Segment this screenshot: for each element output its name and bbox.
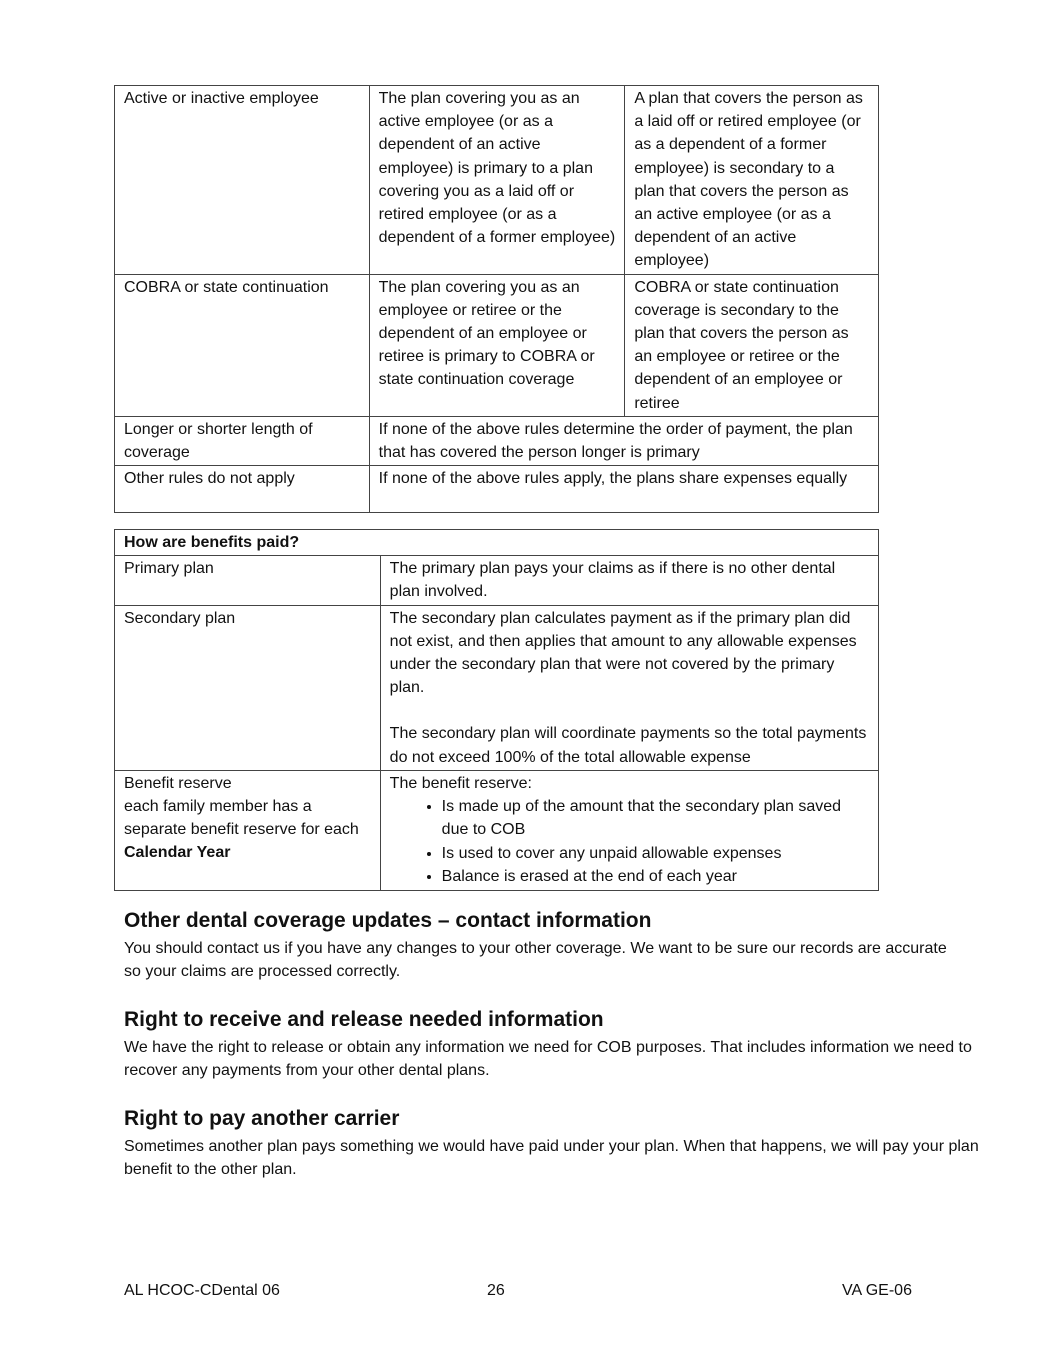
footer-state-code: VA GE-06 xyxy=(842,1282,912,1299)
primary-rule-cell: The plan covering you as an employee or retiree or the dependent of an employee or retiree is primary to COBRA or state continuation coverage xyxy=(369,274,625,416)
calendar-year-term: Calendar Year xyxy=(124,844,231,862)
list-item: • Balance is erased at the end of each year xyxy=(442,865,869,888)
secondary-rule-cell: A plan that covers the person as a laid off or retired employee (or as a dependent of a former employee) is secondary to a plan that covers the person as an active employee (or as a dependent of an active employee) xyxy=(625,86,879,275)
table-row xyxy=(115,274,879,416)
section-text-release-info: We have the right to release or obtain any information we need for COB purposes. That includes information we need to recover any payments from your other dental plans. xyxy=(124,1039,972,1079)
row-sublabel-text: each family member has a separate benefit reserve for each xyxy=(124,798,359,839)
reserve-bullet-list xyxy=(390,795,869,889)
table-header: How are benefits paid? xyxy=(115,530,879,556)
merged-rule-cell: If none of the above rules apply, the plans share expenses equally xyxy=(369,466,878,513)
cob-rules-table xyxy=(114,85,879,513)
table-row xyxy=(115,556,879,605)
paragraph-gap xyxy=(390,699,869,722)
list-item: • Is made up of the amount that the secondary plan saved due to COB xyxy=(442,795,869,842)
footer-form-code: AL HCOC-CDental 06 xyxy=(124,1282,280,1299)
row-label: Secondary plan xyxy=(115,605,381,770)
row-text-cell xyxy=(380,770,878,890)
table-row xyxy=(115,86,879,275)
reserve-intro: The benefit reserve: xyxy=(389,774,532,792)
section-heading-release-info: Right to receive and release needed information xyxy=(124,1008,604,1031)
row-label: Longer or shorter length of coverage xyxy=(115,416,370,465)
row-text-cell xyxy=(380,605,878,770)
table-row xyxy=(115,466,879,513)
section-heading-pay-carrier: Right to pay another carrier xyxy=(124,1107,400,1130)
secondary-rule-cell: COBRA or state continuation coverage is secondary to the plan that covers the person as an employee or retiree or the dependent of an employee or retiree xyxy=(625,274,879,416)
row-label: COBRA or state continuation xyxy=(115,274,370,416)
benefits-paid-table xyxy=(114,529,879,891)
section-text-contact: You should contact us if you have any changes to your other coverage. We want to be sure our records are accurate so your claims are processed correctly. xyxy=(124,940,947,980)
row-sublabel xyxy=(124,795,371,865)
primary-rule-cell: The plan covering you as an active employee (or as a dependent of an active employee) is primary to a plan covering you as a laid off or retired employee (or as a dependent of a former employee) xyxy=(369,86,625,275)
merged-rule-cell: If none of the above rules determine the order of payment, the plan that has covered the person longer is primary xyxy=(369,416,878,465)
row-label: Active or inactive employee xyxy=(115,86,370,275)
table-row xyxy=(115,605,879,770)
row-text: The primary plan pays your claims as if there is no other dental plan involved. xyxy=(380,556,878,605)
table-header-row xyxy=(115,530,879,556)
row-label: Benefit reserve xyxy=(124,774,232,792)
table-row xyxy=(115,770,879,890)
secondary-paragraph-2: The secondary plan will coordinate payments so the total payments do not exceed 100% of the total allowable expense xyxy=(389,725,867,766)
page-number: 26 xyxy=(487,1282,505,1299)
secondary-paragraph-1: The secondary plan calculates payment as if the primary plan did not exist, and then applies that amount to any allowable expenses under the secondary plan that were not covered by the primary plan. xyxy=(389,609,857,697)
row-label-cell xyxy=(115,770,381,890)
list-item: • Is used to cover any unpaid allowable expenses xyxy=(442,842,869,865)
section-text-pay-carrier: Sometimes another plan pays something we would have paid under your plan. When that happens, we will pay your plan benefit to the other plan. xyxy=(124,1138,979,1178)
row-label: Primary plan xyxy=(115,556,381,605)
section-heading-contact: Other dental coverage updates – contact information xyxy=(124,909,652,932)
row-label: Other rules do not apply xyxy=(115,466,370,513)
table-row xyxy=(115,416,879,465)
